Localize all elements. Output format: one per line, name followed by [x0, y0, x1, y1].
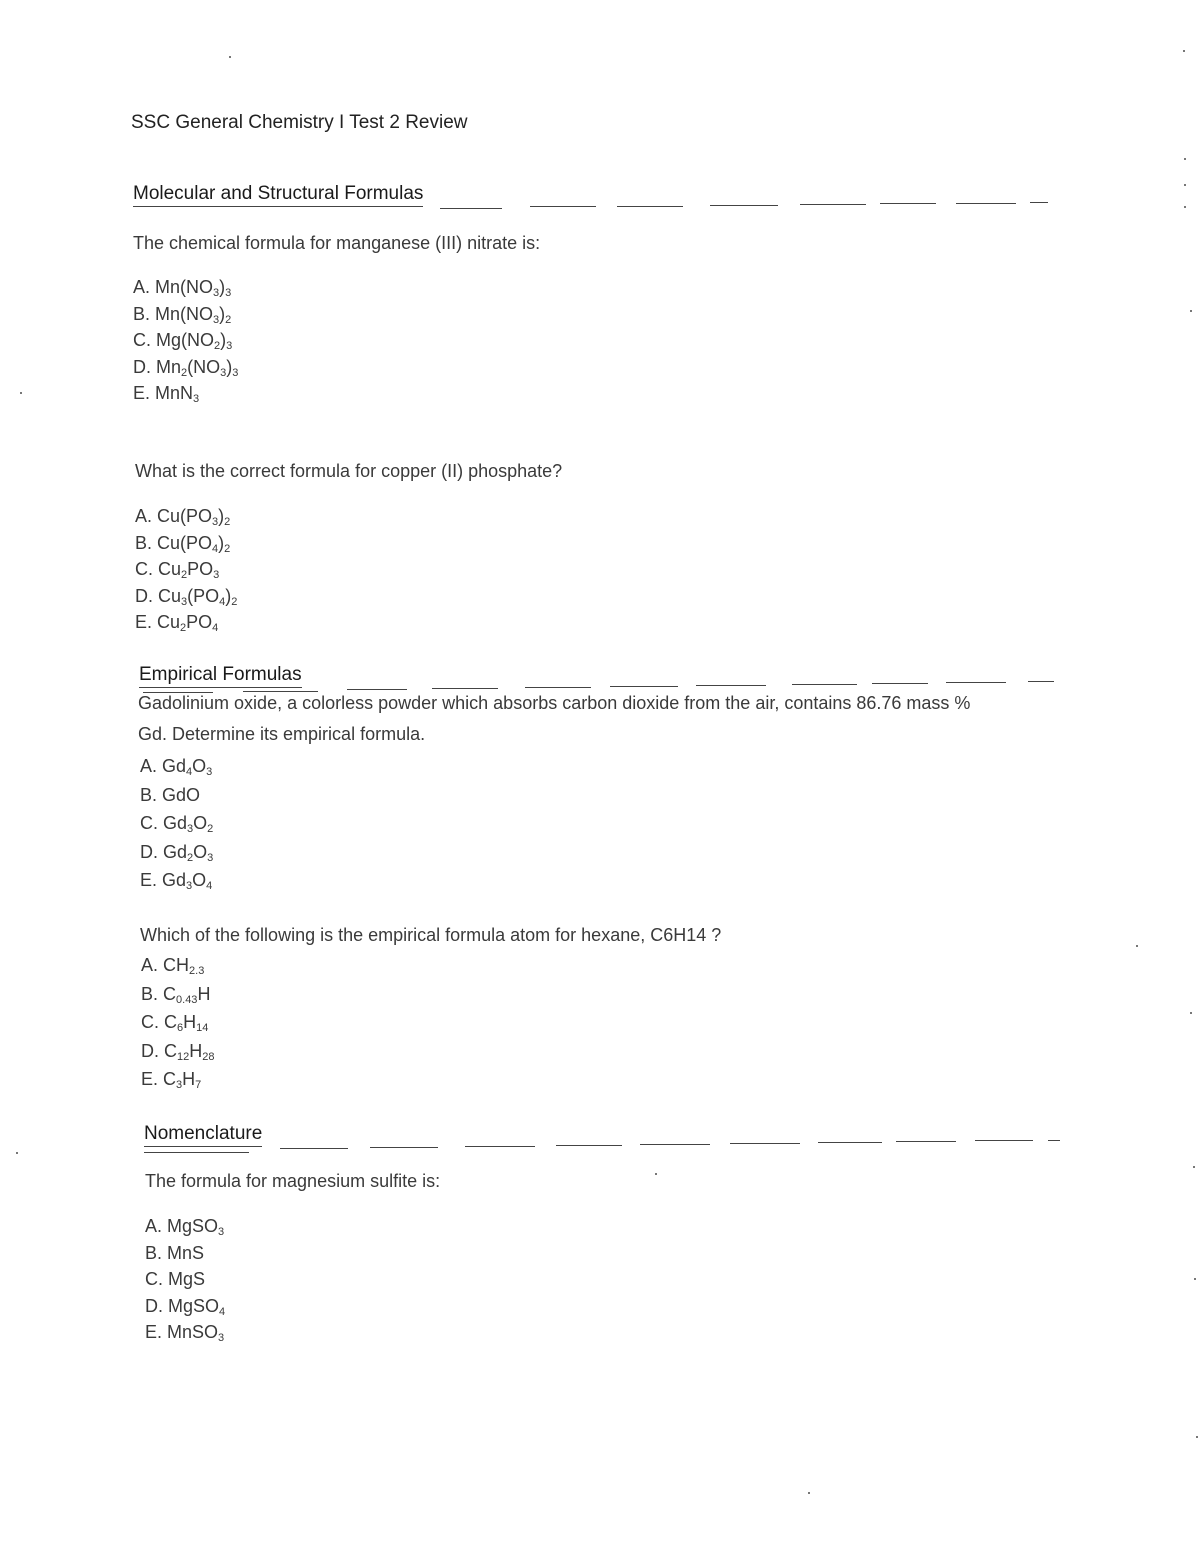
option-item: D. $C_{12}H_{28}$: [141, 1040, 215, 1063]
question-text: The formula for magnesium sulfite is:: [145, 1171, 441, 1191]
option-item: A. $Mn(NO_3)_3$: [133, 277, 232, 299]
options-list: [145, 1213, 225, 1346]
option-item: E. $Gd_3O_4$: [140, 870, 213, 892]
option-item: A. $Cu(PO_3)_2$: [135, 506, 231, 528]
question-text: The chemical formula for manganese (III) nitrate is:: [133, 233, 541, 253]
options-list: [133, 274, 238, 407]
question-text-line-1: Gadolinium oxide, a colorless powder which absorbs carbon dioxide from the air, contains 86.76 mass %: [138, 693, 971, 713]
option-item: D. MgSO$_4$: [145, 1295, 226, 1318]
page-title: SSC General Chemistry I Test 2 Review: [131, 112, 468, 133]
options-list: [140, 752, 213, 895]
section-heading-empirical: Empirical Formulas: [139, 664, 302, 686]
question-text: Which of the following is the empirical formula atom for hexane, C6H14 ?: [140, 925, 722, 945]
section-heading-nomenclature: Nomenclature: [144, 1123, 262, 1145]
option-item: E. MnSO$_3$: [145, 1322, 225, 1344]
option-item: C. $Cu_2PO_3$: [135, 559, 220, 581]
option-item: B. MnS: [145, 1242, 205, 1263]
option-item: C. $Mg(NO_2)_3$: [133, 330, 233, 352]
option-item: A. MgSO$_3$: [145, 1216, 225, 1238]
section-heading-molecular: Molecular and Structural Formulas: [133, 183, 423, 205]
option-item: B. $Cu(PO_4)_2$: [135, 532, 231, 555]
question-text: What is the correct formula for copper (II) phosphate?: [135, 461, 563, 481]
question-text-line-2: Gd. Determine its empirical formula.: [138, 724, 426, 744]
option-item: C. $C_6H_{14}$: [141, 1012, 209, 1034]
option-item: E. $C_3H_7$: [141, 1069, 202, 1091]
option-item: B. $Mn(NO_3)_2$: [133, 303, 232, 326]
options-list: [141, 951, 215, 1094]
option-item: D. $Gd_2O_3$: [140, 841, 214, 864]
option-item: E. MnN$_3$: [133, 383, 200, 405]
options-list: [135, 503, 237, 636]
option-item: A. $CH_{2.3}$: [141, 955, 205, 977]
option-item: E. $Cu_2PO_4$: [135, 612, 219, 634]
option-item: B. $C_{0.43}H$: [141, 983, 211, 1006]
option-item: C. MgS: [145, 1269, 206, 1289]
option-item: D. $Mn_2(NO_3)_3$: [133, 356, 239, 379]
option-item: C. $Gd_3O_2$: [140, 813, 214, 835]
option-item: D. $Cu_3(PO_4)_2$: [135, 585, 238, 608]
option-item: A. $Gd_4O_3$: [140, 756, 213, 778]
option-item: B. GdO: [140, 784, 201, 805]
